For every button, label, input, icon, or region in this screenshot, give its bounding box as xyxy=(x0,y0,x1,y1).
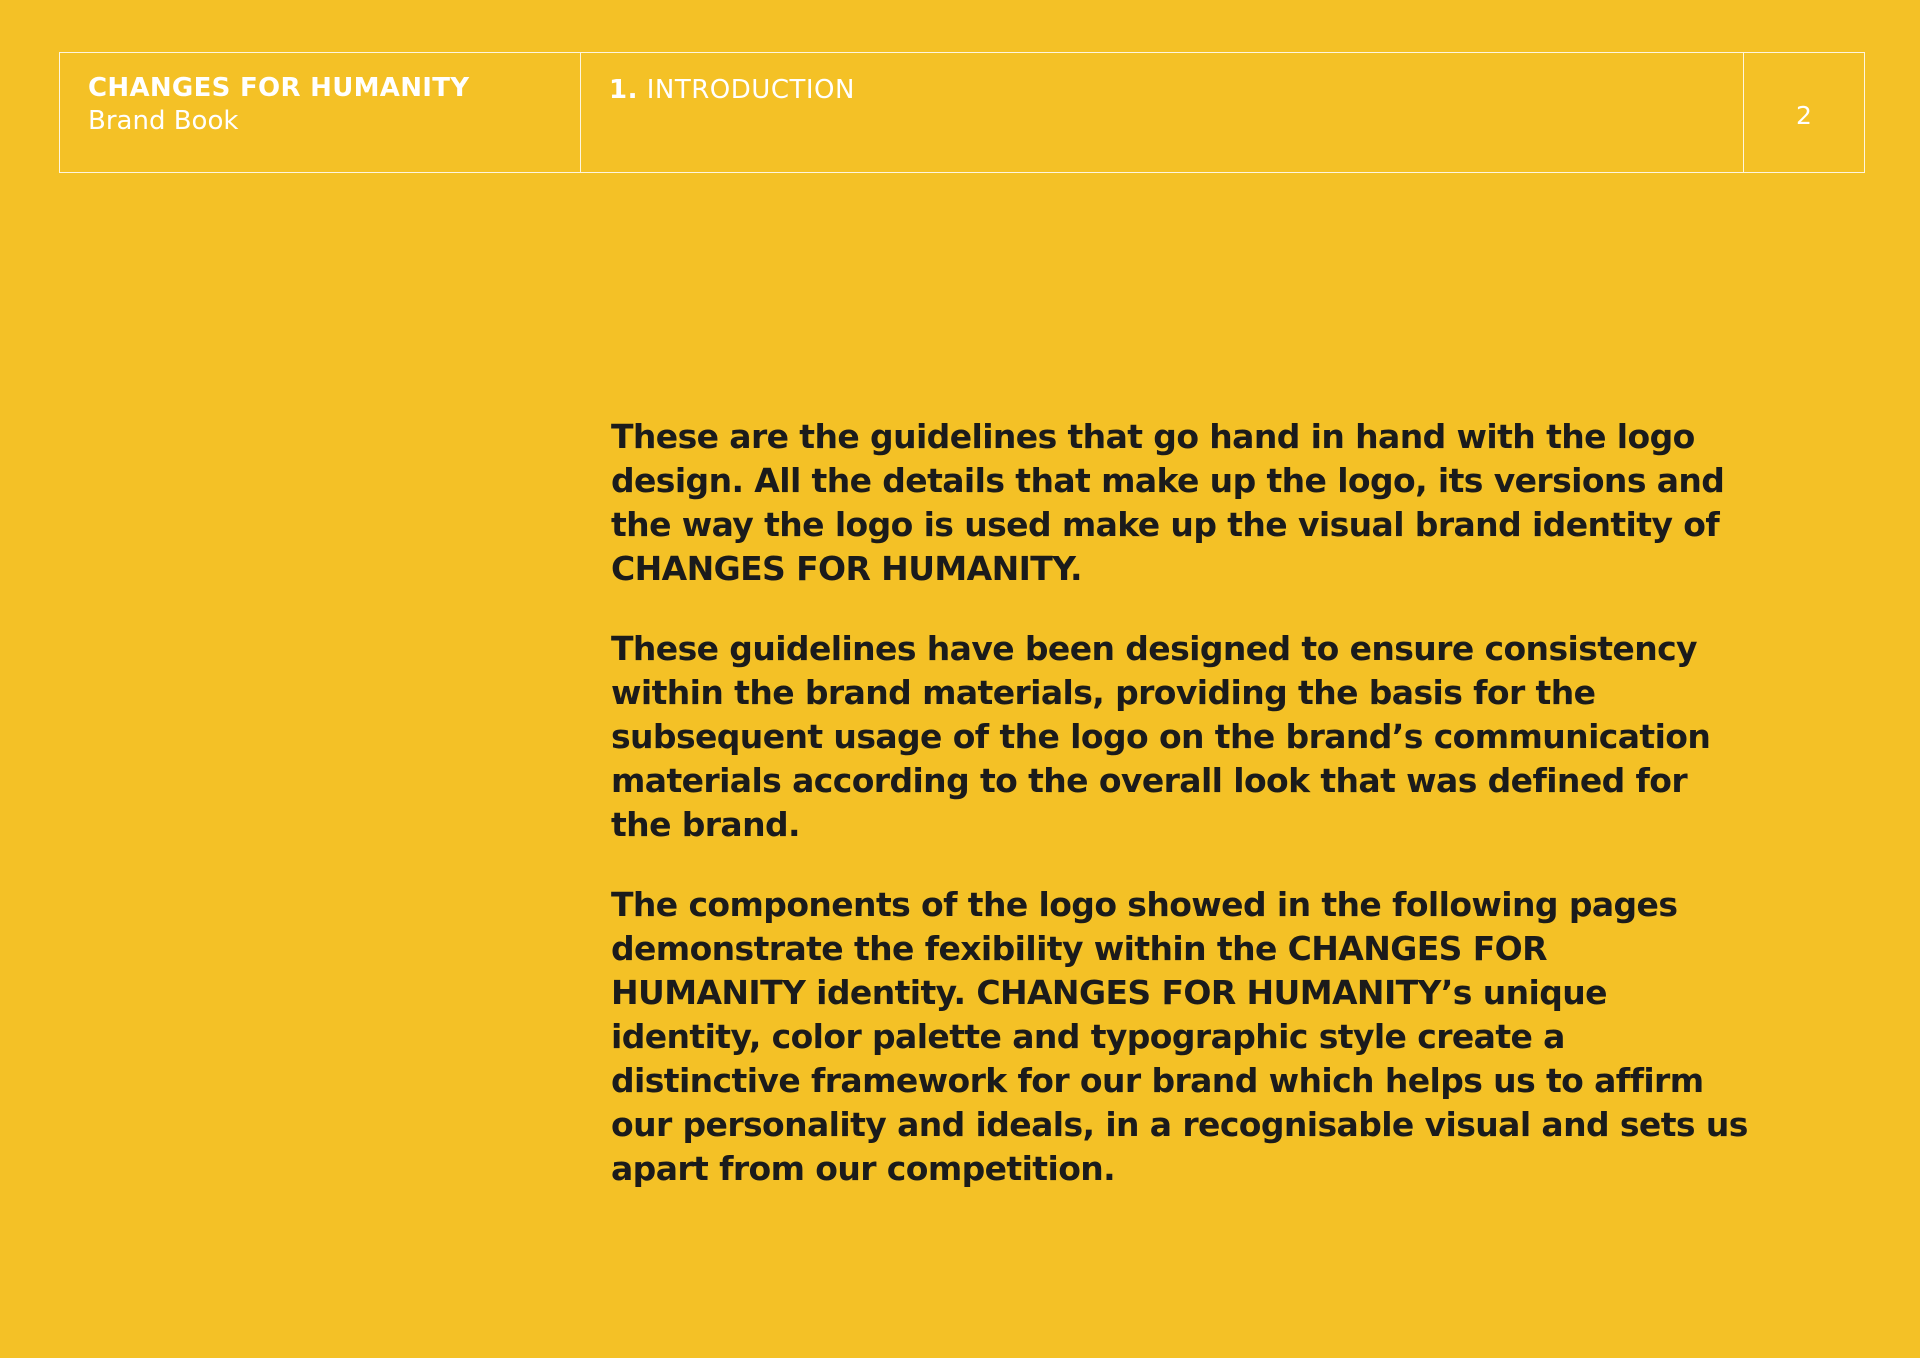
section-number: 1. xyxy=(609,75,638,105)
section-cell xyxy=(581,53,1744,172)
brand-cell xyxy=(60,53,581,172)
paragraph-3: The components of the logo showed in the following pages demonstrate the fexibility within the CHANGES FOR HUMANITY identity. CHANGES FOR HUMANITY’s unique identity, color palette and typographic style create a distinctive framework for our brand which helps us to affirm our personality and ideals, in a recognisable visual and sets us apart from our competition. xyxy=(611,885,1748,1188)
paragraph-2: These guidelines have been designed to ensure consistency within the brand materials, providing the basis for the subsequent usage of the logo on the brand’s communication materials according to the overall look that was defined for the brand. xyxy=(611,629,1711,844)
brand-name: CHANGES FOR HUMANITY xyxy=(88,73,470,103)
brand-subtitle: Brand Book xyxy=(88,106,239,136)
page-number: 2 xyxy=(1796,101,1812,130)
page-number-cell xyxy=(1744,53,1864,172)
section-title: INTRODUCTION xyxy=(646,75,855,105)
body-text xyxy=(611,415,1751,1227)
paragraph-1: These are the guidelines that go hand in hand with the logo design. All the details that make up the logo, its versions and the way the logo is used make up the visual brand identity of CHANGES FOR HUMANITY. xyxy=(611,417,1725,588)
page-header xyxy=(59,52,1865,173)
